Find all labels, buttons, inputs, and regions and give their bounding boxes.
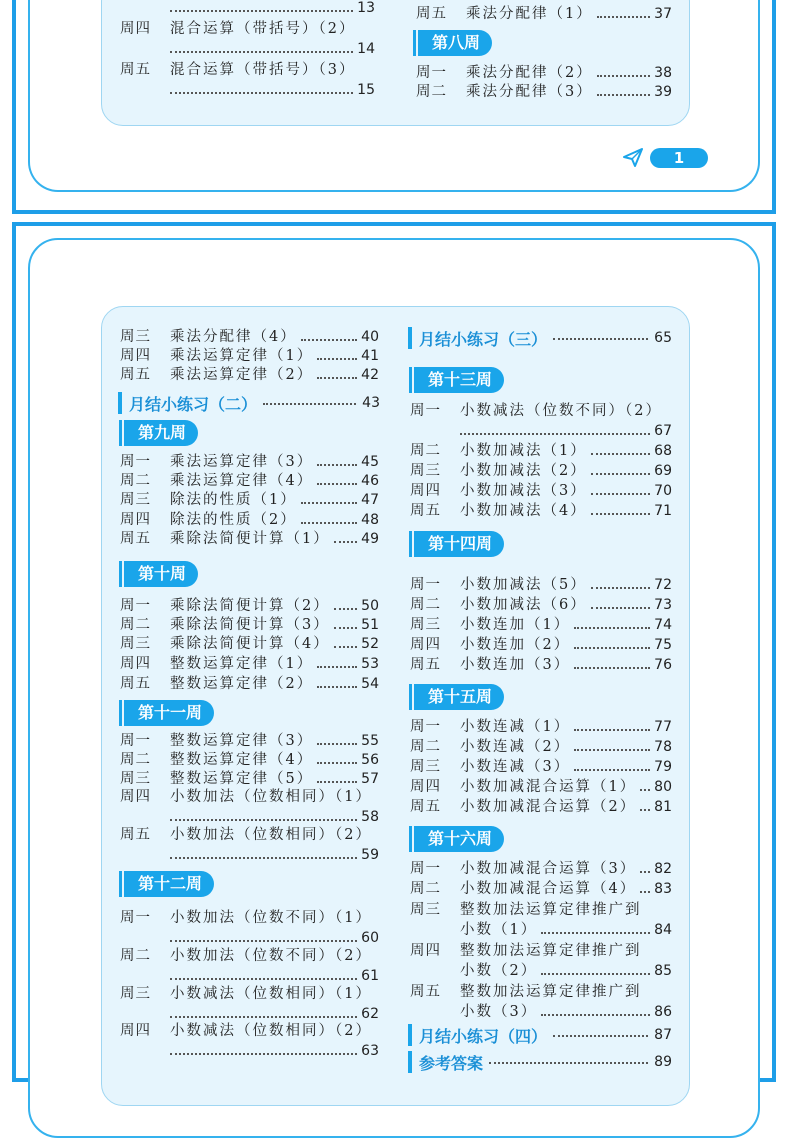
week-heading-10: 第十周 <box>124 561 198 587</box>
toc-continuation: 13 <box>170 0 375 17</box>
toc-entry-page: 63 <box>361 1043 379 1059</box>
toc-entry-title: 乘除法简便计算（4） <box>170 636 330 652</box>
toc-entry-title: 小数加减法（5） <box>460 577 587 593</box>
toc-entry-page: 86 <box>654 1004 672 1020</box>
toc-entry-title: 小数加减法（3） <box>460 483 587 499</box>
toc-entry-title: 小数加减混合运算（1） <box>460 779 637 795</box>
toc-continuation <box>460 422 672 440</box>
toc-entry-title: 整数加法运算定律推广到 <box>460 902 642 918</box>
leader-dots <box>334 540 357 543</box>
toc-entry[interactable] <box>410 983 672 1001</box>
toc-entry-title: 乘法运算定律（1） <box>170 348 314 364</box>
toc-entry[interactable] <box>120 675 379 693</box>
toc-entry-title: 整数加法运算定律推广到 <box>460 943 642 959</box>
toc-entry-day: 周四 <box>120 1023 151 1039</box>
toc-entry-title: 小数加法（位数相同）（2） <box>170 827 372 843</box>
leader-dots <box>317 780 357 783</box>
toc-entry-title-cont: 小数（1） <box>460 922 538 938</box>
toc-entry-page: 51 <box>361 617 379 633</box>
toc-entry-title: 整数运算定律（2） <box>170 676 314 692</box>
toc-entry-title-cont: 小数（3） <box>460 1004 538 1020</box>
month-review-title: 月结小练习（二） <box>129 394 258 414</box>
toc-entry[interactable] <box>120 472 379 490</box>
toc-entry-page: 52 <box>361 636 379 652</box>
toc-entry[interactable] <box>410 778 672 796</box>
toc-entry-day: 周一 <box>410 403 441 419</box>
month-review-3[interactable] <box>408 327 672 349</box>
toc-entry-page: 45 <box>361 454 379 470</box>
month-review-title: 参考答案 <box>419 1053 484 1073</box>
week-heading-14: 第十四周 <box>414 531 504 557</box>
toc-entry-page: 71 <box>654 503 672 519</box>
toc-entry-day: 周一 <box>410 719 441 735</box>
toc-entry-title: 小数减法（位数相同）（1） <box>170 986 372 1002</box>
week-heading-11: 第十一周 <box>124 700 214 726</box>
leader-dots <box>574 728 650 731</box>
toc-entry[interactable] <box>410 402 672 420</box>
toc-entry-day: 周四 <box>120 789 151 805</box>
week-heading-13: 第十三周 <box>414 367 504 393</box>
toc-entry-page: 41 <box>361 348 379 364</box>
toc-entry-title: 整数运算定律（1） <box>170 656 314 672</box>
toc-entry-title: 小数连减（2） <box>460 739 571 755</box>
week-heading-8: 第八周 <box>418 30 492 56</box>
toc-entry-title: 小数加法（位数不同）（2） <box>170 948 372 964</box>
leader-dots <box>591 512 650 515</box>
toc-entry[interactable] <box>120 597 379 615</box>
month-review-page: 87 <box>654 1027 672 1043</box>
toc-entry-page: 57 <box>361 771 379 787</box>
toc-entry-day: 周五 <box>120 676 151 692</box>
toc-entry[interactable]: 周四 混合运算（带括号）（2） <box>120 21 356 37</box>
toc-entry-page: 73 <box>654 597 672 613</box>
toc-entry-title: 小数加减混合运算（4） <box>460 881 637 897</box>
toc-entry-title: 小数连加（1） <box>460 617 571 633</box>
toc-continuation <box>460 1003 672 1021</box>
toc-entry-day: 周三 <box>410 617 441 633</box>
leader-dots <box>301 501 357 504</box>
toc-continuation <box>170 846 379 864</box>
toc-entry-day: 周四 <box>410 637 441 653</box>
toc-continuation <box>460 921 672 939</box>
toc-entry-title: 小数连减（3） <box>460 759 571 775</box>
toc-entry[interactable] <box>120 770 379 788</box>
toc-entry-day: 周四 <box>410 779 441 795</box>
toc-entry-title: 小数加减法（4） <box>460 503 587 519</box>
leader-dots <box>591 492 650 495</box>
toc-entry-day: 周五 <box>410 503 441 519</box>
toc-entry-page: 50 <box>361 598 379 614</box>
leader-dots <box>334 645 357 648</box>
toc-entry-title: 小数连加（2） <box>460 637 571 653</box>
toc-entry-page: 77 <box>654 719 672 735</box>
toc-entry-title: 小数加法（位数相同）（1） <box>170 789 372 805</box>
toc-continuation: 15 <box>170 81 375 99</box>
toc-entry-title: 整数加法运算定律推广到 <box>460 984 642 1000</box>
toc-entry[interactable] <box>410 901 672 919</box>
toc-entry-day: 周四 <box>410 483 441 499</box>
leader-dots <box>574 666 650 669</box>
toc-entry[interactable] <box>120 1022 379 1040</box>
week-heading-9: 第九周 <box>124 420 198 446</box>
leader-dots <box>317 463 357 466</box>
toc-entry-page: 69 <box>654 463 672 479</box>
leader-dots <box>317 761 357 764</box>
toc-entry-page: 62 <box>361 1006 379 1022</box>
toc-entry-day: 周四 <box>120 656 151 672</box>
leader-dots <box>334 607 357 610</box>
toc-entry-day: 周四 <box>120 348 151 364</box>
toc-entry-page: 47 <box>361 492 379 508</box>
toc-entry-day: 周三 <box>120 636 151 652</box>
leader-dots <box>591 452 650 455</box>
leader-dots <box>301 521 357 524</box>
toc-entry[interactable] <box>410 462 672 480</box>
toc-entry-day: 周五 <box>410 657 441 673</box>
toc-entry-title: 小数加减混合运算（2） <box>460 799 637 815</box>
leader-dots <box>317 357 357 360</box>
toc-entry[interactable]: 周五 混合运算（带括号）（3） <box>120 62 356 78</box>
toc-entry-day: 周一 <box>120 733 151 749</box>
toc-entry-page: 55 <box>361 733 379 749</box>
leader-dots <box>317 482 357 485</box>
toc-entry[interactable] <box>410 656 672 674</box>
toc-entry-page: 78 <box>654 739 672 755</box>
toc-entry-page: 53 <box>361 656 379 672</box>
toc-entry-page: 84 <box>654 922 672 938</box>
toc-entry-title: 小数加减混合运算（3） <box>460 861 637 877</box>
toc-entry[interactable] <box>410 758 672 776</box>
toc-entry-title: 小数加减法（2） <box>460 463 587 479</box>
leader-dots <box>591 586 650 589</box>
toc-entry-page: 80 <box>654 779 672 795</box>
month-review-4[interactable] <box>408 1024 672 1046</box>
toc-entry-page: 42 <box>361 367 379 383</box>
toc-entry[interactable] <box>410 798 672 816</box>
toc-entry-title: 小数减法（位数相同）（2） <box>170 1023 372 1039</box>
answers-entry[interactable] <box>408 1051 672 1073</box>
toc-entry-day: 周五 <box>410 984 441 1000</box>
toc-entry[interactable] <box>120 826 379 844</box>
toc-entry[interactable] <box>120 751 379 769</box>
toc-entry-day: 周二 <box>410 881 441 897</box>
page-number-badge: 1 <box>650 148 708 168</box>
toc-entry-day: 周四 <box>410 943 441 959</box>
leader-dots <box>317 665 357 668</box>
leader-dots <box>317 376 357 379</box>
toc-entry[interactable] <box>410 880 672 898</box>
toc-entry[interactable] <box>120 491 379 509</box>
leader-dots <box>640 890 650 893</box>
leader-dots <box>574 768 650 771</box>
toc-entry-title: 小数连减（1） <box>460 719 571 735</box>
toc-continuation <box>170 929 379 947</box>
toc-entry[interactable] <box>120 635 379 653</box>
leader-dots <box>317 685 357 688</box>
leader-dots <box>640 870 650 873</box>
leader-dots <box>574 626 650 629</box>
toc-entry-page: 56 <box>361 752 379 768</box>
toc-entry-page: 72 <box>654 577 672 593</box>
month-review-title: 月结小练习（四） <box>419 1026 548 1046</box>
leader-dots <box>574 646 650 649</box>
toc-entry[interactable] <box>120 947 379 965</box>
toc-entry-page: 67 <box>654 423 672 439</box>
leader-dots <box>334 626 357 629</box>
toc-entry-title: 除法的性质（1） <box>170 492 297 508</box>
toc-entry-title: 乘法分配律（4） <box>170 329 297 345</box>
toc-entry-day: 周三 <box>410 463 441 479</box>
month-review-2[interactable] <box>118 392 380 414</box>
toc-entry-title: 整数运算定律（5） <box>170 771 314 787</box>
month-review-title: 月结小练习（三） <box>419 329 548 349</box>
toc-entry-day: 周一 <box>120 598 151 614</box>
toc-entry-title: 除法的性质（2） <box>170 512 297 528</box>
toc-entry[interactable] <box>120 985 379 1003</box>
toc-entry-day: 周一 <box>120 910 151 926</box>
toc-entry-title: 小数加法（位数不同）（1） <box>170 910 372 926</box>
toc-entry-day: 周二 <box>120 473 151 489</box>
toc-entry-day: 周一 <box>120 454 151 470</box>
toc-entry[interactable] <box>410 442 672 460</box>
toc-entry-page: 79 <box>654 759 672 775</box>
toc-entry-page: 76 <box>654 657 672 673</box>
toc-entry-page: 85 <box>654 963 672 979</box>
toc-entry-day: 周三 <box>120 986 151 1002</box>
toc-entry[interactable] <box>410 596 672 614</box>
leader-dots <box>301 338 357 341</box>
toc-entry-day: 周二 <box>120 948 151 964</box>
toc-entry-title: 乘除法简便计算（1） <box>170 531 330 547</box>
toc-entry-day: 周三 <box>410 902 441 918</box>
toc-entry-page: 61 <box>361 968 379 984</box>
week-heading-15: 第十五周 <box>414 684 504 710</box>
toc-entry[interactable] <box>120 530 379 548</box>
toc-entry-day: 周二 <box>120 617 151 633</box>
toc-entry-day: 周一 <box>410 861 441 877</box>
toc-entry[interactable] <box>120 732 379 750</box>
toc-entry[interactable] <box>410 502 672 520</box>
toc-entry[interactable]: 周一 乘法分配律（2） 38 <box>416 65 672 81</box>
toc-entry[interactable] <box>410 482 672 500</box>
toc-entry-title: 乘除法简便计算（3） <box>170 617 330 633</box>
toc-continuation <box>170 808 379 826</box>
leader-dots <box>591 472 650 475</box>
toc-entry-title: 整数运算定律（4） <box>170 752 314 768</box>
toc-entry-page: 70 <box>654 483 672 499</box>
leader-dots <box>574 748 650 751</box>
toc-entry[interactable] <box>410 576 672 594</box>
toc-entry[interactable]: 周二 乘法分配律（3） 39 <box>416 84 672 100</box>
toc-entry[interactable] <box>410 738 672 756</box>
toc-entry-page: 74 <box>654 617 672 633</box>
toc-entry[interactable] <box>410 616 672 634</box>
toc-entry-day: 周五 <box>120 827 151 843</box>
toc-entry-page: 75 <box>654 637 672 653</box>
toc-entry[interactable] <box>410 718 672 736</box>
toc-entry-day: 周一 <box>410 577 441 593</box>
toc-entry[interactable] <box>120 347 379 365</box>
toc-entry-title-cont: 小数（2） <box>460 963 538 979</box>
toc-entry[interactable] <box>120 453 379 471</box>
toc-continuation <box>170 967 379 985</box>
toc-continuation <box>170 1005 379 1023</box>
toc-entry-page: 58 <box>361 809 379 825</box>
toc-entry-day: 周四 <box>120 512 151 528</box>
toc-entry-page: 60 <box>361 930 379 946</box>
leader-dots <box>640 808 650 811</box>
toc-entry-page: 48 <box>361 512 379 528</box>
leader-dots <box>640 788 650 791</box>
toc-entry[interactable] <box>410 636 672 654</box>
toc-entry[interactable] <box>410 860 672 878</box>
toc-entry-title: 小数加减法（1） <box>460 443 587 459</box>
toc-entry-day: 周三 <box>120 771 151 787</box>
month-review-page: 43 <box>362 395 380 411</box>
toc-entry-page: 59 <box>361 847 379 863</box>
toc-entry-title: 乘除法简便计算（2） <box>170 598 330 614</box>
month-review-page: 89 <box>654 1054 672 1070</box>
toc-entry-title: 乘法运算定律（2） <box>170 367 314 383</box>
leader-dots <box>591 606 650 609</box>
toc-entry-page: 54 <box>361 676 379 692</box>
leader-dots <box>317 742 357 745</box>
toc-entry[interactable] <box>120 328 379 346</box>
toc-entry-day: 周二 <box>120 752 151 768</box>
toc-entry-page: 81 <box>654 799 672 815</box>
toc-entry-title: 小数加减法（6） <box>460 597 587 613</box>
toc-entry-day: 周二 <box>410 443 441 459</box>
toc-entry[interactable]: 周五 乘法分配律（1） 37 <box>416 6 672 22</box>
toc-entry[interactable] <box>120 616 379 634</box>
toc-entry[interactable] <box>120 655 379 673</box>
toc-entry-page: 68 <box>654 443 672 459</box>
toc-entry[interactable] <box>120 511 379 529</box>
toc-entry-day: 周二 <box>410 739 441 755</box>
toc-continuation <box>170 1042 379 1060</box>
toc-entry-page: 49 <box>361 531 379 547</box>
toc-entry-page: 40 <box>361 329 379 345</box>
paper-plane-icon <box>622 146 644 168</box>
toc-entry-page: 82 <box>654 861 672 877</box>
toc-entry-day: 周二 <box>410 597 441 613</box>
toc-continuation <box>460 962 672 980</box>
toc-continuation: 14 <box>170 40 375 58</box>
toc-entry-day: 周五 <box>120 531 151 547</box>
toc-entry-page: 83 <box>654 881 672 897</box>
toc-entry[interactable] <box>120 909 379 927</box>
toc-entry-day: 周五 <box>410 799 441 815</box>
toc-entry-day: 周三 <box>120 492 151 508</box>
toc-entry-title: 小数连加（3） <box>460 657 571 673</box>
toc-entry-page: 46 <box>361 473 379 489</box>
week-heading-12: 第十二周 <box>124 871 214 897</box>
toc-entry-title: 整数运算定律（3） <box>170 733 314 749</box>
toc-entry-title: 乘法运算定律（3） <box>170 454 314 470</box>
toc-entry[interactable] <box>120 366 379 384</box>
toc-entry-day: 周三 <box>120 329 151 345</box>
month-review-page: 65 <box>654 330 672 346</box>
week-heading-16: 第十六周 <box>414 826 504 852</box>
toc-entry-title: 乘法运算定律（4） <box>170 473 314 489</box>
toc-entry-day: 周三 <box>410 759 441 775</box>
toc-entry[interactable] <box>410 942 672 960</box>
toc-entry[interactable] <box>120 788 379 806</box>
toc-entry-title: 小数减法（位数不同）（2） <box>460 403 662 419</box>
toc-entry-day: 周五 <box>120 367 151 383</box>
